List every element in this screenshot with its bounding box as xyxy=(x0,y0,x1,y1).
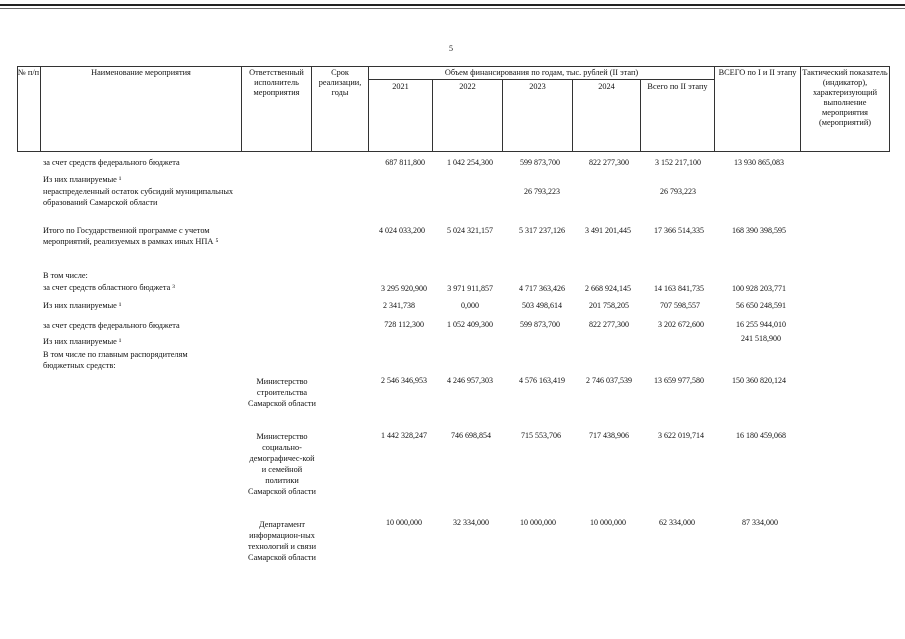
stage-total-header: Всего по II этапу xyxy=(647,82,708,91)
cell-2024: 822 277,300 xyxy=(589,158,629,167)
cell-2024: 2 668 924,145 xyxy=(585,284,631,293)
cell-2024: 2 746 037,539 xyxy=(586,376,632,385)
cell-2023: 599 873,700 xyxy=(520,158,560,167)
cell-2021: 2 546 346,953 xyxy=(381,376,427,385)
top-border xyxy=(0,4,905,6)
cell-2024: 10 000,000 xyxy=(590,518,626,527)
cell-2022: 3 971 911,857 xyxy=(447,284,493,293)
cell-2022: 4 246 957,303 xyxy=(447,376,493,385)
cell-grand-total: 13 930 865,083 xyxy=(734,158,784,167)
cell-2024: 3 491 201,445 xyxy=(585,226,631,235)
row-label: Из них планируемые ¹ xyxy=(43,337,122,346)
cell-2023: 599 873,700 xyxy=(520,320,560,329)
row-label: Из них планируемые ¹ xyxy=(43,175,122,184)
cell-2022: 0,000 xyxy=(461,301,479,310)
cell-2021: 4 024 033,200 xyxy=(379,226,425,235)
col-name-header: Наименование мероприятия xyxy=(91,68,191,77)
col-number-header: № п/п xyxy=(17,68,40,77)
year-2021-header: 2021 xyxy=(392,82,409,91)
cell-stage-total: 3 622 019,714 xyxy=(658,431,704,440)
cell-2023: 4 576 163,419 xyxy=(519,376,565,385)
cell-2022: 5 024 321,157 xyxy=(447,226,493,235)
cell-stage-total: 26 793,223 xyxy=(660,187,696,196)
cell-grand-total: 16 255 944,010 xyxy=(736,320,786,329)
cell-2021: 3 295 920,900 xyxy=(381,284,427,293)
grand-total-header: ВСЕГО по I и II этапу xyxy=(718,68,797,77)
row-label: Итого по Государственной программе с учетом мероприятий, реализуемых в рамках иных НПА ⁵ xyxy=(43,226,219,246)
cell-2021: 10 000,000 xyxy=(386,518,422,527)
executor-label: Департамент информацион-ных технологий и связи Самарской области xyxy=(248,520,317,562)
cell-2023: 26 793,223 xyxy=(524,187,560,196)
row-label: за счет средств федерального бюджета xyxy=(43,321,180,330)
row-label: В том числе: xyxy=(43,271,88,280)
cell-2022: 746 698,854 xyxy=(451,431,491,440)
cell-2023: 10 000,000 xyxy=(520,518,556,527)
cell-stage-total: 62 334,000 xyxy=(659,518,695,527)
cell-2021: 687 811,800 xyxy=(385,158,425,167)
col-funding-header: Объем финансирования по годам, тыс. рублей (II этап) xyxy=(444,68,639,77)
row-label: за счет средств областного бюджета ³ xyxy=(43,283,175,292)
row-sublabel: нераспределенный остаток субсидий муниципальных образований Самарской области xyxy=(43,187,234,207)
cell-grand-total: 150 360 820,124 xyxy=(732,376,786,385)
executor-label: Министерство социально-демографичес-кой и семейной политики Самарской области xyxy=(248,432,316,496)
row-label: Из них планируемые ¹ xyxy=(43,301,122,310)
cell-2022: 1 042 254,300 xyxy=(447,158,493,167)
cell-grand-total: 16 180 459,068 xyxy=(736,431,786,440)
cell-grand-total: 100 928 203,771 xyxy=(732,284,786,293)
cell-grand-total: 87 334,000 xyxy=(742,518,778,527)
cell-2023: 4 717 363,426 xyxy=(519,284,565,293)
cell-stage-total: 707 598,557 xyxy=(660,301,700,310)
cell-stage-total: 14 163 841,735 xyxy=(654,284,704,293)
cell-grand-total: 56 650 248,591 xyxy=(736,301,786,310)
cell-2023: 715 553,706 xyxy=(521,431,561,440)
cell-2023: 503 498,614 xyxy=(522,301,562,310)
page-number: 5 xyxy=(449,44,453,53)
cell-stage-total: 3 152 217,100 xyxy=(655,158,701,167)
funding-subheader-line xyxy=(368,79,714,80)
cell-stage-total: 17 366 514,335 xyxy=(654,226,704,235)
executor-label: Министерство строительства Самарской области xyxy=(248,377,316,408)
cell-2022: 1 052 409,300 xyxy=(447,320,493,329)
cell-2024: 717 438,906 xyxy=(589,431,629,440)
cell-grand-total: 168 390 398,595 xyxy=(732,226,786,235)
year-2024-header: 2024 xyxy=(598,82,615,91)
cell-stage-total: 13 659 977,580 xyxy=(654,376,704,385)
cell-stage-total: 3 202 672,600 xyxy=(658,320,704,329)
cell-2021: 728 112,300 xyxy=(384,320,424,329)
top-border-thin xyxy=(0,8,905,9)
cell-2024: 822 277,300 xyxy=(589,320,629,329)
header-bottom-line xyxy=(17,151,889,152)
cell-2024: 201 758,205 xyxy=(589,301,629,310)
row-label: В том числе по главным распорядителям бюджетных средств: xyxy=(43,350,188,370)
cell-2021: 2 341,738 xyxy=(383,301,415,310)
header-top-line xyxy=(17,66,889,67)
cell-grand-total: 241 518,900 xyxy=(741,334,781,343)
year-2022-header: 2022 xyxy=(459,82,476,91)
col-exec-header: Ответственный исполнитель мероприятия xyxy=(249,68,304,97)
row-label: за счет средств федерального бюджета xyxy=(43,158,180,167)
col-term-header: Срок реализации, годы xyxy=(318,68,362,97)
cell-2022: 32 334,000 xyxy=(453,518,489,527)
cell-2023: 5 317 237,126 xyxy=(519,226,565,235)
indicator-header: Тактический показатель (индикатор), характеризующий выполнение мероприятия (мероприятий) xyxy=(802,68,888,127)
cell-2021: 1 442 328,247 xyxy=(381,431,427,440)
year-2023-header: 2023 xyxy=(529,82,546,91)
